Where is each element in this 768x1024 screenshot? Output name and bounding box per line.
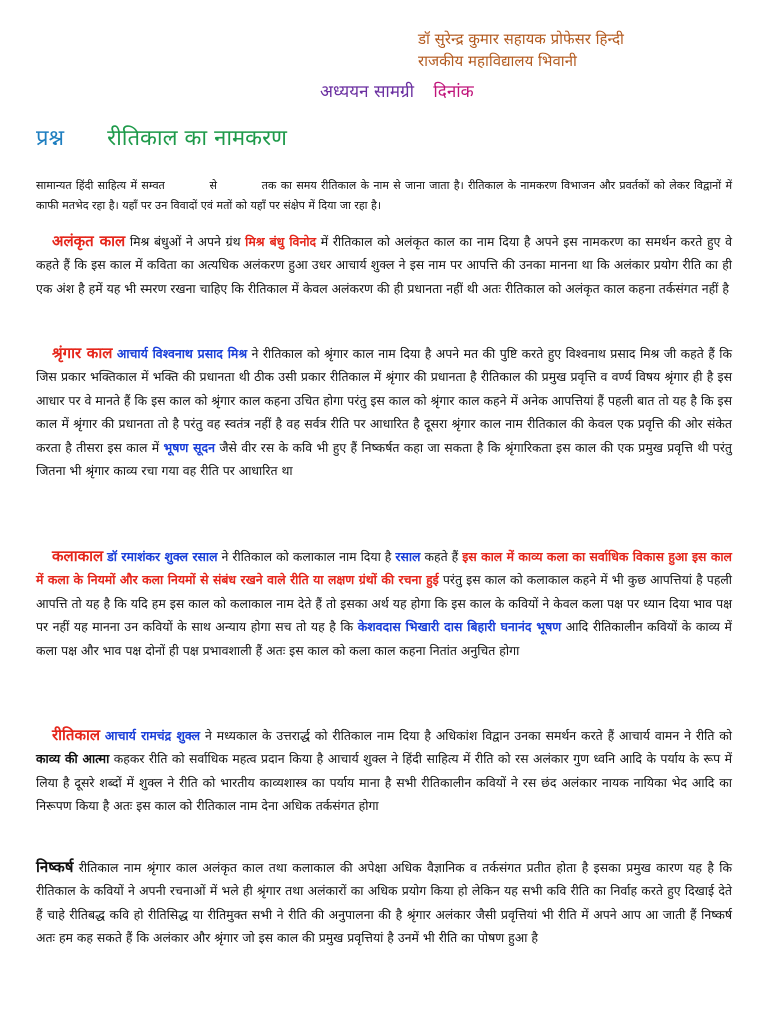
author-line-1: डॉ सुरेन्द्र कुमार सहायक प्रोफेसर हिन्दी [418, 30, 624, 48]
section-text: में रीतिकाल को अलंकृत काल का नाम दिया है अपने इस नामकरण का समर्थन करते हुए वे कहते हैं कि इस काल में कविता का अत्यधिक अलंकरण हुआ उधर आचार्य शुक्ल ने इस नाम पर आपत्ति की उनका मानना था कि अलंकार प्रयोग रीति का ही एक अंश है हमें यह भी स्मरण रखना चाहिए कि रीतिकाल में केवल अलंकरण की ही प्रधानता नहीं थी अतः रीतिकाल को अलंकृत काल कहना तर्कसंगत नहीं है [36, 234, 732, 296]
section-heading: कलाकाल [52, 547, 104, 565]
section-heading: रीतिकाल [52, 726, 101, 744]
question-title: रीतिकाल का नामकरण [107, 126, 287, 151]
section-text: ने रीतिकाल को कलाकाल नाम दिया है [221, 549, 392, 564]
scholar-reference: आचार्य रामचंद्र शुक्ल [104, 728, 201, 743]
section-text: कहते हैं [424, 549, 459, 564]
section-heading: श्रृंगार काल [52, 344, 113, 362]
section-text: ने रीतिकाल को श्रृंगार काल नाम दिया है अपने मत की पुष्टि करते हुए विश्वनाथ प्रसाद मिश्र जी कहते हैं कि जिस प्रकार भक्तिकाल में भक्ति की प्रधानता थी ठीक उसी प्रकार रीतिकाल में श्रृंगार की प्रधानता है रीतिकाल की प्रमुख प्रवृत्ति व वर्ण्य विषय श्रृंगार ही है इस आधार पर वे मानते हैं कि इस काल को श्रृंगार काल कहना उचित होगा परंतु इस काल को श्रृंगार काल कहने में अनेक आपत्तियां हैं पहली बात तो यह है कि इस काल में श्रृंगार की प्रधानता तो है परंतु वह स्वतंत्र नहीं है वह सर्वत्र रीति पर आधारित है दूसरा श्रृंगार काल नाम रीतिकाल की केवल एक प्रवृत्ति की ओर संकेत करता है तीसरा इस काल में [36, 346, 732, 455]
section-text: जैसे वीर रस के कवि भी हुए हैं निष्कर्षत कहा जा सकता है कि श्रृंगारिकता इस काल की एक प्रमुख प्रवृत्ति थी परंतु जितना भी श्रृंगार काव्य रचा गया वह रीति पर आधारित था [36, 439, 732, 479]
section-text: आदि रीतिकालीन कवियों के काव्य में कला पक्ष और भाव पक्ष दोनों ही पक्ष प्रभावशाली हैं अतः इस काल को कला काल कहना नितांत अनुचित होगा [36, 619, 732, 658]
intro-text-c: तक का समय रीतिकाल के नाम से जाना जाता है। रीतिकाल के नामकरण विभाजन और प्रवर्तकों को लेकर विद्वानों में काफी मतभेद रहा है। यहाँ पर उन विवादों एवं मतों को यहाँ पर संक्षेप में दिया जा रहा है। [36, 179, 733, 212]
intro-text-a: सामान्यत हिंदी साहित्य में सम्वत [36, 179, 165, 192]
section-alankrit [36, 230, 732, 300]
section-heading: अलंकृत काल [52, 232, 126, 250]
question-label: प्रश्न [36, 126, 65, 151]
section-text: रीतिकाल नाम श्रृंगार काल अलंकृत काल तथा कलाकाल की अपेक्षा अधिक वैज्ञानिक व तर्कसंगत प्रतीत होता है इसका प्रमुख कारण यह है कि रीतिकाल के कवियों ने अपनी रचनाओं में भले ही श्रृंगार तथा अलंकारों का अधिक प्रयोग किया हो लेकिन यह सभी कवि रीति का निर्वाह करते हुए दिखाई देते हैं चाहे रीतिबद्ध कवि हो रीतिसिद्ध या रीतिमुक्त सभी ने रीति की अनुपालना की है श्रृंगार अलंकार जैसी प्रवृत्तियां भी रीति में अपने आप आ जाती हैं निष्कर्ष अतः हम कह सकते हैं कि अलंकार और श्रृंगार जो इस काल की प्रमुख प्रवृत्तियां है उनमें भी रीति का पोषण हुआ है [36, 860, 732, 946]
intro-text-b: से [209, 179, 217, 192]
section-text: परंतु इस काल को कलाकाल कहने में भी कुछ आपत्तियां है पहली आपत्ति तो यह है कि यदि हम इस काल को कलाकाल नाम देते हैं तो इसका अर्थ यह होगा कि इस काल के कवियों ने केवल कला पक्ष पर ध्यान दिया भाव पक्ष पर नहीं यह मानना उन कवियों के साथ अन्याय होगा सच तो यह है कि [36, 572, 733, 635]
study-material-label: अध्ययन सामग्री [320, 82, 414, 102]
section-shringar [36, 342, 732, 482]
poets-reference: केशवदास भिखारी दास बिहारी घनानंद भूषण [357, 619, 562, 635]
scholar-reference: डॉ रमाशंकर शुक्ल रसाल [107, 549, 218, 564]
author-line-2: राजकीय महाविद्यालय भिवानी [418, 52, 577, 70]
date-label: दिनांक [433, 82, 474, 102]
study-material-heading [320, 80, 474, 104]
section-text: कहकर रीति को सर्वाधिक महत्व प्रदान किया है आचार्य शुक्ल ने हिंदी साहित्य में रीति को रस अलंकार गुण ध्वनि आदि के पर्याय के रूप में लिया है दूसरे शब्दों में शुक्ल ने रीति को भारतीय काव्यशास्त्र का पर्याय माना है सभी रीतिकालीन कवियों ने रस छंद अलंकार नायक नायिका भेद आदि का निरूपण किया है अतः इस काल को रीतिकाल नाम देना अधिक तर्कसंगत होगा [36, 751, 732, 814]
author-block [418, 28, 624, 72]
scholar-reference: रसाल [395, 549, 421, 564]
section-kalakal [36, 545, 732, 662]
section-ritikal [36, 724, 732, 818]
section-text: ने मध्यकाल के उत्तरार्द्ध को रीतिकाल नाम दिया है अधिकांश विद्वान उनका समर्थन करते हैं आचार्य वामन ने रीति को [204, 728, 732, 743]
key-phrase: काव्य की आत्मा [36, 751, 110, 767]
book-reference: मिश्र बंधु विनोद [245, 234, 317, 249]
quotation: इस काल में काव्य कला का सर्वाधिक विकास हुआ इस काल में कला के नियमों और कला नियमों से संबंध रखने वाले रीति या लक्षण ग्रंथों की रचना हुई [36, 549, 732, 588]
poet-reference: भूषण सूदन [163, 439, 215, 455]
scholar-reference: आचार्य विश्वनाथ प्रसाद मिश्र [116, 346, 248, 361]
section-conclusion [36, 856, 732, 950]
section-heading: निष्कर्ष [36, 858, 74, 876]
section-text: मिश्र बंधुओं ने अपने ग्रंथ [129, 234, 241, 249]
intro-paragraph [36, 176, 732, 216]
question-heading [36, 124, 287, 154]
